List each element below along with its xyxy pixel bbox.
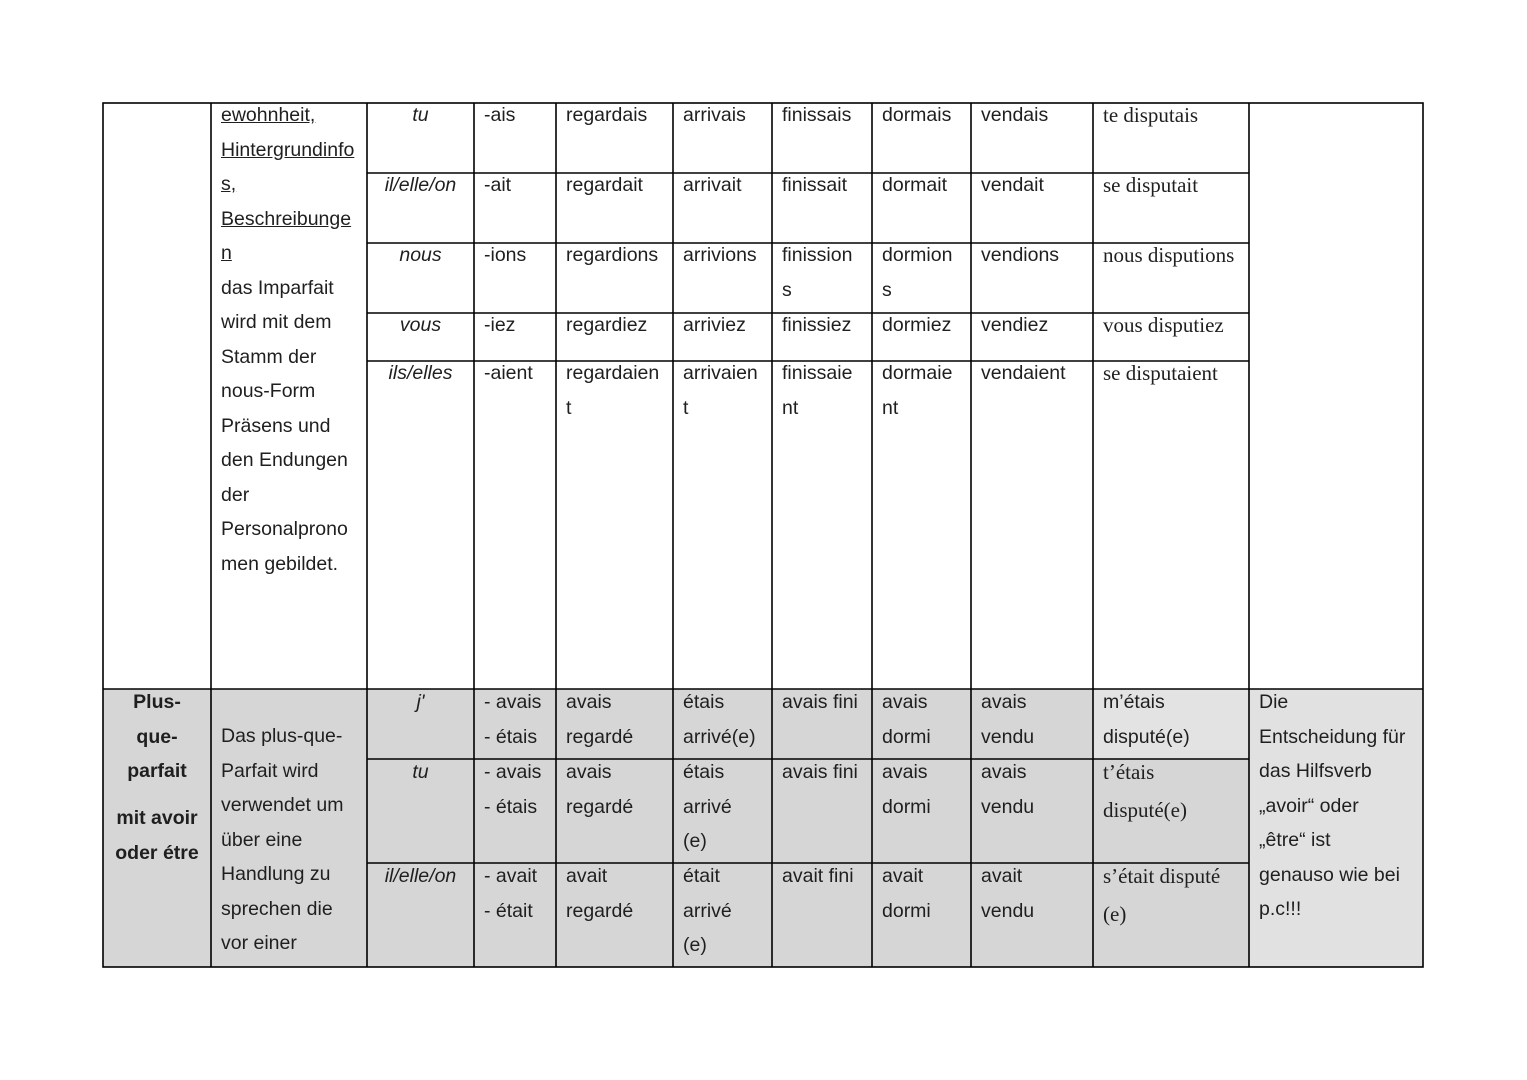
pronoun-cell: il/elle/on [384, 865, 457, 887]
vendre-cell: avais [981, 691, 1027, 713]
imparfait-usage-line: nous-Form [221, 380, 316, 402]
finir-cell: avais fini [782, 691, 858, 713]
finir-cell: finissaie [782, 362, 853, 384]
se-disputer-cell: se disputait [1103, 173, 1199, 197]
dormir-cell: dormiez [882, 314, 952, 336]
auxiliary-note: oder étre [115, 841, 199, 864]
imparfait-usage-line: Stamm der [221, 345, 317, 368]
regarder-cell: regardé [566, 899, 634, 922]
dormir-cell: avais [882, 691, 928, 713]
vendre-cell: avais [981, 761, 1027, 783]
ending-cell: -ais [484, 104, 516, 126]
ending-cell: -ait [484, 174, 512, 196]
pronoun-cell: vous [399, 314, 442, 336]
ending-cell: - était [484, 899, 533, 922]
arriver-cell: étais [683, 691, 725, 713]
regarder-cell: regardiez [566, 314, 648, 336]
vendre-cell: vendais [981, 104, 1049, 126]
dormir-cell: dormion [882, 244, 953, 266]
dormir-cell: dormi [882, 899, 931, 922]
finir-cell: finission [782, 244, 853, 266]
hilfsverb-note: Entscheidung für [1259, 725, 1406, 748]
pqp-usage-line: Parfait wird [221, 759, 319, 782]
dormir-cell: avait [882, 865, 924, 887]
se-disputer-cell: m’étais [1103, 691, 1165, 713]
vendre-cell: avait [981, 865, 1023, 887]
pqp-usage-line: Das plus-que- [221, 725, 343, 747]
regarder-cell: regardait [566, 174, 643, 196]
pqp-usage-line: sprechen die [221, 897, 333, 920]
se-disputer-cell: se disputaient [1103, 361, 1218, 385]
imparfait-usage-line: der [221, 483, 250, 506]
hilfsverb-note: „avoir“ oder [1259, 794, 1359, 817]
dormir-cell: dormi [882, 795, 931, 818]
regarder-cell: regardé [566, 795, 634, 818]
se-disputer-cell: t’étais [1103, 760, 1155, 784]
finir-cell: avait fini [782, 865, 854, 887]
ending-cell: -aient [484, 362, 533, 384]
vendre-cell: vendait [981, 174, 1044, 196]
ending-cell: - étais [484, 795, 538, 818]
pqp-usage-line: vor einer [221, 932, 297, 954]
arriver-cell: t [683, 396, 689, 419]
arriver-cell: étais [683, 761, 725, 783]
dormir-cell: s [882, 278, 892, 301]
se-disputer-cell: nous disputions [1103, 243, 1235, 267]
tense-name: que- [136, 725, 178, 748]
regarder-cell: avais [566, 761, 612, 783]
pqp-usage-line: über eine [221, 828, 303, 851]
auxiliary-note: mit avoir [116, 807, 198, 829]
hilfsverb-note: genauso wie bei [1259, 863, 1400, 886]
ending-cell: -iez [484, 314, 516, 336]
regarder-cell: regardais [566, 104, 648, 126]
dormir-cell: dormait [882, 174, 948, 196]
ending-cell: - étais [484, 725, 538, 748]
tense-name: parfait [127, 760, 187, 782]
se-disputer-cell: vous disputiez [1103, 313, 1224, 337]
regarder-cell: avait [566, 865, 608, 887]
imparfait-usage-line: wird mit dem [221, 311, 332, 333]
se-disputer-cell: te disputais [1103, 103, 1199, 127]
regarder-cell: regardaien [566, 362, 660, 384]
pronoun-cell: tu [412, 761, 429, 783]
arriver-cell: était [683, 865, 720, 887]
arriver-cell: (e) [683, 934, 707, 956]
imparfait-usage-line: s, [221, 173, 237, 195]
regarder-cell: t [566, 396, 572, 419]
regarder-cell: regardé [566, 725, 634, 748]
vendre-cell: vendiez [981, 314, 1049, 336]
pronoun-cell: ils/elles [388, 362, 453, 384]
arriver-cell: arrivait [683, 174, 742, 196]
dormir-cell: dormi [882, 725, 931, 748]
arriver-cell: arrivais [683, 104, 746, 126]
finir-cell: s [782, 278, 792, 301]
imparfait-usage-line: Beschreibunge [221, 207, 352, 230]
hilfsverb-note: das Hilfsverb [1259, 760, 1372, 782]
hilfsverb-note: p.c!!! [1259, 898, 1302, 920]
imparfait-usage-line: Präsens und [221, 414, 331, 437]
vendre-cell: vendaient [981, 362, 1066, 384]
pronoun-cell: il/elle/on [384, 174, 457, 196]
imparfait-usage-line: Hintergrundinfo [221, 138, 355, 161]
imparfait-usage-line: men gebildet. [221, 552, 339, 575]
pronoun-cell: j' [416, 691, 425, 713]
finir-cell: finissais [782, 104, 852, 126]
se-disputer-cell: disputé(e) [1103, 725, 1190, 748]
arriver-cell: arriviez [683, 314, 746, 336]
finir-cell: finissiez [782, 314, 852, 336]
regarder-cell: regardions [566, 244, 659, 266]
imparfait-usage-line: Personalprono [221, 518, 348, 540]
pqp-usage-line: Handlung zu [221, 863, 331, 885]
finir-cell: nt [782, 396, 799, 419]
tense-name: Plus- [133, 691, 181, 713]
dormir-cell: dormaie [882, 362, 953, 384]
hilfsverb-note: Die [1259, 691, 1289, 713]
finir-cell: avais fini [782, 761, 858, 783]
arriver-cell: arrivé [683, 795, 732, 818]
arriver-cell: arrivaien [683, 362, 758, 384]
finir-cell: finissait [782, 174, 848, 196]
pronoun-cell: nous [399, 244, 442, 266]
se-disputer-cell: (e) [1103, 902, 1127, 926]
se-disputer-cell: s’était disputé [1103, 864, 1221, 888]
dormir-cell: avais [882, 761, 928, 783]
pqp-usage-line: verwendet um [221, 794, 344, 816]
imparfait-usage-line: ewohnheit, [221, 104, 316, 126]
vendre-cell: vendu [981, 795, 1035, 818]
ending-cell: - avais [484, 761, 542, 783]
imparfait-usage-line: den Endungen [221, 449, 348, 471]
imparfait-usage-line: das Imparfait [221, 276, 334, 299]
ending-cell: - avait [484, 865, 538, 887]
arriver-cell: (e) [683, 830, 707, 852]
ending-cell: - avais [484, 691, 542, 713]
se-disputer-cell: disputé(e) [1103, 798, 1187, 822]
ending-cell: -ions [484, 244, 527, 266]
arriver-cell: arrivions [683, 244, 757, 266]
dormir-cell: dormais [882, 104, 952, 126]
pronoun-cell: tu [412, 104, 429, 126]
vendre-cell: vendu [981, 899, 1035, 922]
hilfsverb-note: „être“ ist [1259, 829, 1331, 851]
imparfait-usage-line: n [221, 242, 232, 264]
arriver-cell: arrivé [683, 899, 732, 922]
vendre-cell: vendu [981, 725, 1035, 748]
arriver-cell: arrivé(e) [683, 725, 756, 748]
regarder-cell: avais [566, 691, 612, 713]
dormir-cell: nt [882, 396, 899, 419]
vendre-cell: vendions [981, 244, 1060, 266]
